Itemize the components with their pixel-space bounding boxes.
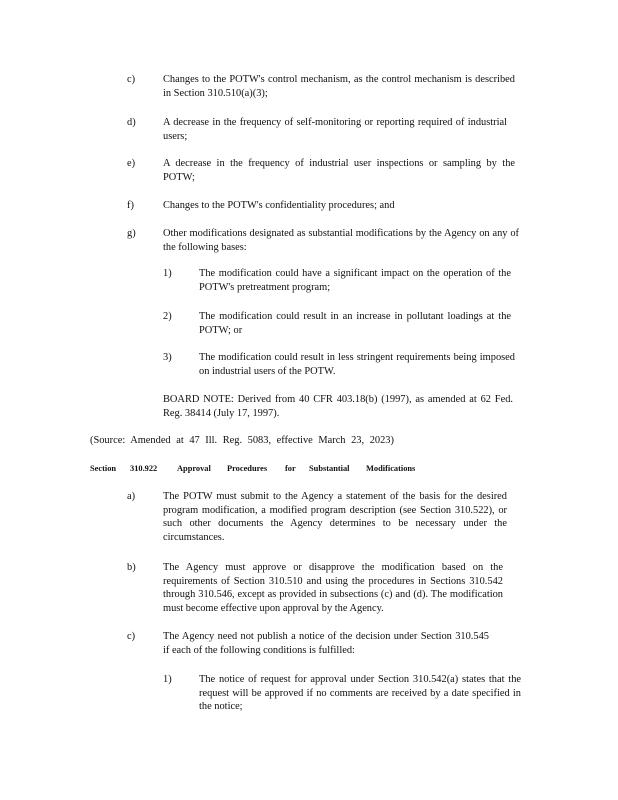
section-title-word: Approval [177,464,211,473]
section-title-word: for [285,464,296,473]
section-number: 310.922 [130,464,158,473]
item-label: e) [127,158,136,169]
item-text: The Agency need not publish a notice of the decision under Section 310.545 if each of the following conditions is fulfilled: [163,631,489,656]
item-label: c) [127,631,136,642]
section-title-word: Modifications [366,464,416,473]
item-label: g) [127,228,136,239]
source-citation: (Source: Amended at 47 Ill. Reg. 5083, effective March 23, 2023) [90,435,394,446]
item-label: 1) [163,674,172,685]
item-text: The POTW must submit to the Agency a statement of the basis for the desired program modification, a modified program description (see Section 310.522), or such other documents the Agency determines to be necessary under the circumstances. [163,491,507,543]
section-title-word: Procedures [227,464,268,473]
item-label: c) [127,74,136,85]
item-label: a) [127,491,136,502]
item-text: A decrease in the frequency of self-monitoring or reporting required of industrial users; [163,117,507,142]
item-text: The modification could have a significant impact on the operation of the POTW's pretreatment program; [199,268,511,293]
item-text: The Agency must approve or disapprove the modification based on the requirements of Section 310.510 and using the procedures in Sections 310.542 through 310.546, except as provided in subsections (c) and (d). The modification must become effective upon approval by the Agency. [163,562,503,614]
section-title-word: Substantial [309,464,350,473]
item-text: Other modifications designated as substantial modifications by the Agency on any of the following bases: [163,228,519,253]
item-text: A decrease in the frequency of industrial user inspections or sampling by the POTW; [163,158,515,183]
item-label: d) [127,117,136,128]
item-label: f) [127,200,134,211]
item-text: The notice of request for approval under Section 310.542(a) states that the request will be approved if no comments are received by a date specified in the notice; [199,674,521,713]
item-label: 2) [163,311,172,322]
item-label: 1) [163,268,172,279]
item-text: The modification could result in less stringent requirements being imposed on industrial users of the POTW. [199,352,515,377]
item-text: Changes to the POTW's confidentiality procedures; and [163,200,395,211]
section-heading [90,464,510,473]
item-text: Changes to the POTW's control mechanism, as the control mechanism is described in Section 310.510(a)(3); [163,74,515,99]
section-label: Section [90,464,117,473]
item-label: 3) [163,352,172,363]
item-label: b) [127,562,136,573]
item-text: The modification could result in an increase in pollutant loadings at the POTW; or [199,311,511,336]
board-note: BOARD NOTE: Derived from 40 CFR 403.18(b) (1997), as amended at 62 Fed. Reg. 38414 (July 17, 1997). [163,394,513,419]
